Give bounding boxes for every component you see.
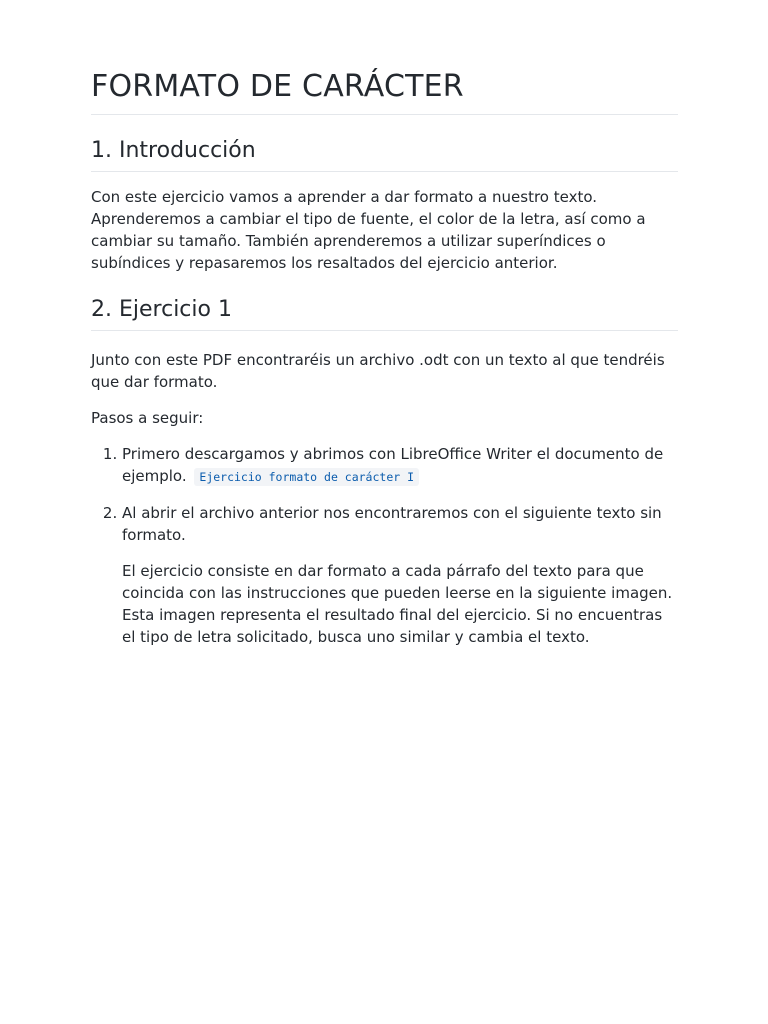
step-2-subparagraph: El ejercicio consiste en dar formato a cada párrafo del texto para que coincida con las instrucciones que pueden leerse en la siguiente imagen. Esta imagen representa el resultado final del ejercicio. Si no encuentras el tipo de letra solicitado, busca uno similar y cambia el texto. [122,562,673,646]
list-item-step-2 [122,502,678,648]
intro-paragraph: Con este ejercicio vamos a aprender a dar formato a nuestro texto. Aprenderemos a cambiar el tipo de fuente, el color de la letra, así como a cambiar su tamaño. También aprenderemos a utilizar superíndices o subíndices y repasaremos los resaltados del ejercicio anterior. [91,188,646,272]
step-1-text: Primero descargamos y abrimos con LibreOffice Writer el documento de ejemplo. [122,445,664,485]
page-title: FORMATO DE CARÁCTER [91,66,678,115]
section-heading-introduccion: 1. Introducción [91,135,678,172]
step-2-text: Al abrir el archivo anterior nos encontraremos con el siguiente texto sin formato. [122,504,662,544]
steps-intro: Pasos a seguir: [91,409,204,427]
exercise-paragraph: Junto con este PDF encontraréis un archivo .odt con un texto al que tendréis que dar formato. [91,351,665,391]
section-ejercicio-1 [91,294,678,648]
section-introduccion [91,135,678,274]
list-item-step-1 [122,443,678,488]
section-heading-ejercicio-1: 2. Ejercicio 1 [91,294,678,331]
steps-list [91,443,678,648]
example-file-code: Ejercicio formato de carácter I [194,468,419,486]
